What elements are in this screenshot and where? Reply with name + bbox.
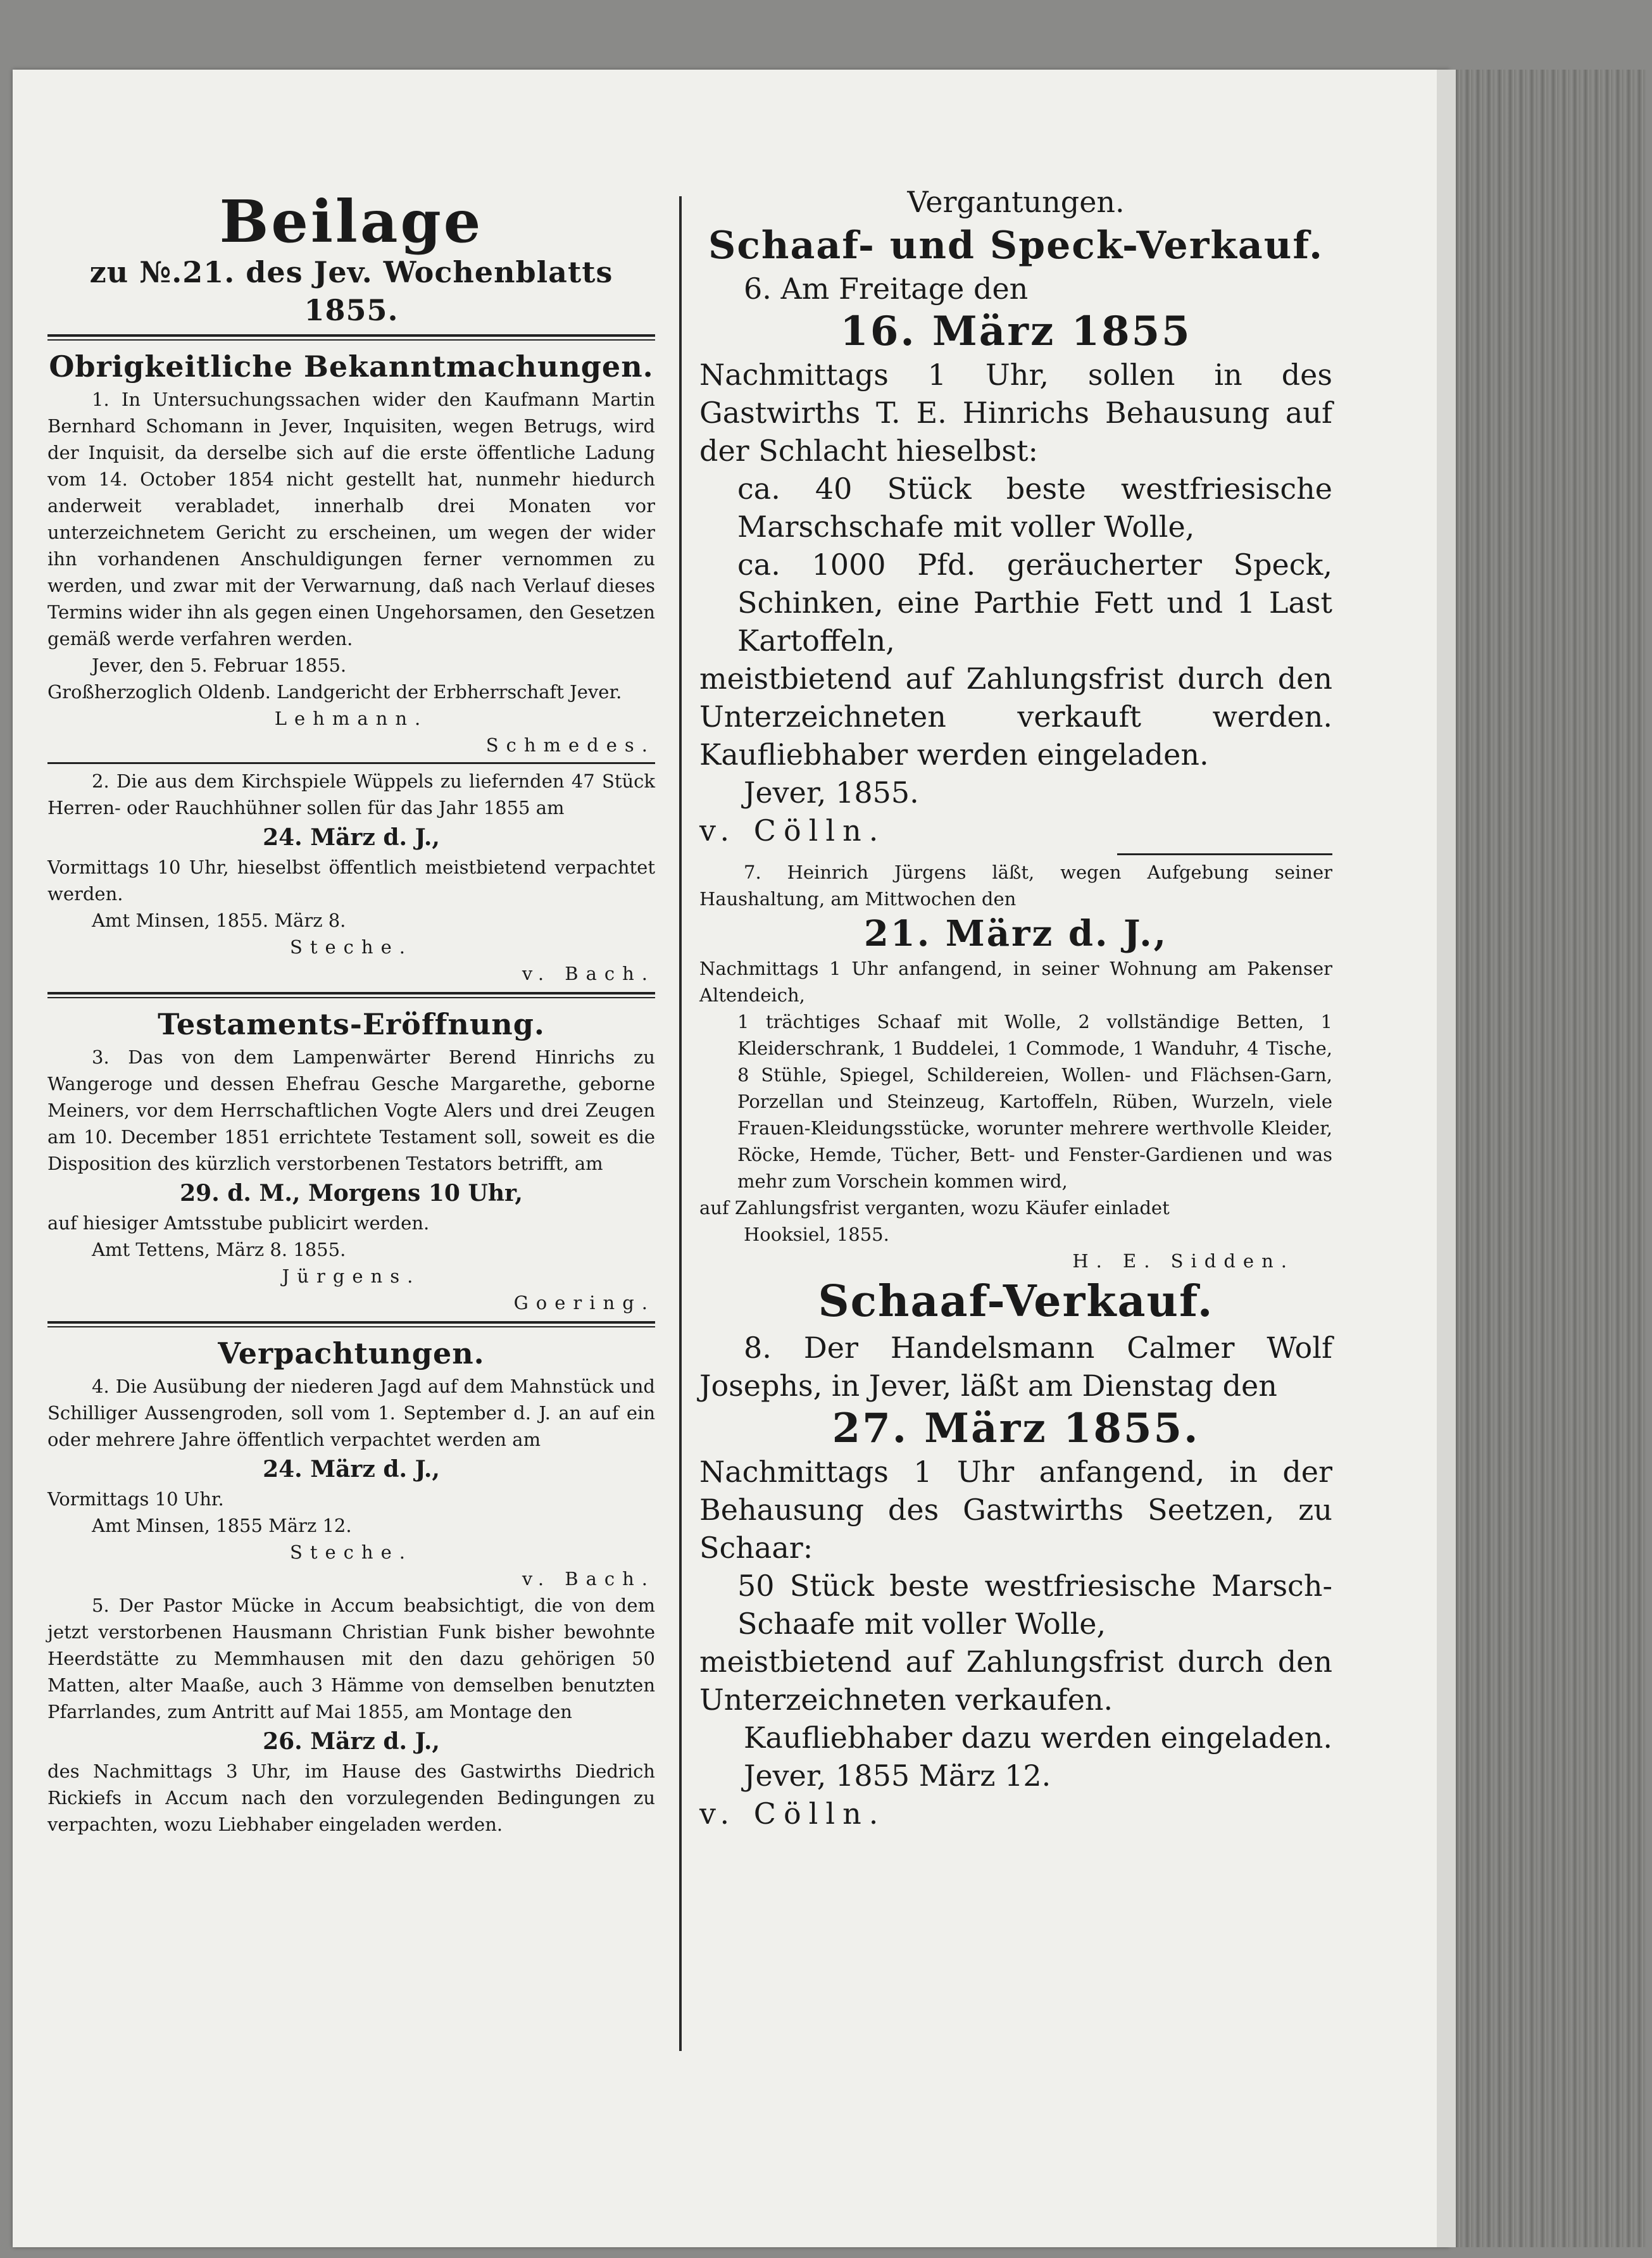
ad-8-place: Jever, 1855 März 12. bbox=[744, 1759, 1051, 1793]
ad-7-text-3: auf Zahlungsfrist verganten, wozu Käufer einladet bbox=[699, 1197, 1170, 1219]
notice-4-signature-2: v. Bach. bbox=[522, 1568, 655, 1590]
section-rule bbox=[47, 1321, 655, 1327]
notice-rule bbox=[47, 762, 655, 764]
notice-4-text: 4. Die Ausübung der niederen Jagd auf dem Mahnstück und Schilliger Aussengroden, soll vom 1. September d. J. an auf ein oder mehrere Jahre öffentlich verpachtet werden am bbox=[47, 1376, 655, 1450]
notice-2-signature-2: v. Bach. bbox=[522, 963, 655, 984]
notice-2-text-2: Vormittags 10 Uhr, hieselbst öffentlich meistbietend verpachtet werden. bbox=[47, 856, 655, 905]
ad-8-date: 27. März 1855. bbox=[832, 1405, 1200, 1452]
supplement-subtitle: zu №.21. des Jev. Wochenblatts 1855. bbox=[89, 255, 613, 327]
notice-1-text: 1. In Untersuchungssachen wider den Kaufmann Martin Bernhard Schomann in Jever, Inquisiten, wegen Betrugs, wird der Inquisit, da derselbe sich auf die erste öffentliche Ladung vom 14. October 1854 nicht gestellt hat, nunmehr hiedurch anderweit verabladet, innerhalb drei Monaten vor unterzeichnetem Gericht zu erscheinen, um wegen der wider ihn vorhandenen Anschuldigungen ferner vernommen zu werden, und zwar mit der Verwarnung, daß nach Verlauf dieses Termins wider ihn als gegen einen Ungehorsamen, den Gesetzen gemäß werde verfahren werden. bbox=[47, 389, 655, 649]
notice-3-place: Amt Tettens, März 8. 1855. bbox=[92, 1239, 346, 1260]
ad-7-text-1: 7. Heinrich Jürgens läßt, wegen Aufgebung seiner Haushaltung, am Mittwochen den bbox=[699, 862, 1332, 910]
ad-7-text-2: Nachmittags 1 Uhr anfangend, in seiner Wohnung am Pakenser Altendeich, bbox=[699, 958, 1332, 1006]
ad-6-place: Jever, 1855. bbox=[744, 775, 919, 810]
notice-3-signature-2: Goering. bbox=[513, 1292, 655, 1314]
notice-5-text-2: des Nachmittags 3 Uhr, im Hause des Gastwirths Diedrich Rickiefs in Accum nach den vorzulegenden Bedingungen zu verpachten, wozu Liebhaber eingeladen werden. bbox=[47, 1760, 655, 1835]
notice-2-date: 24. März d. J., bbox=[263, 824, 440, 851]
ad-7-place: Hooksiel, 1855. bbox=[744, 1224, 889, 1245]
ad-6-line-1: 6. Am Freitage den bbox=[744, 272, 1029, 306]
notice-1-signature-1: Lehmann. bbox=[274, 708, 429, 729]
ad-7-signature: H. E. Sidden. bbox=[1072, 1250, 1294, 1272]
notice-5-date: 26. März d. J., bbox=[263, 1728, 440, 1755]
column-divider bbox=[679, 196, 682, 2051]
page-edge bbox=[1437, 70, 1456, 2247]
ad-8-signature: v. Cölln. bbox=[699, 1797, 886, 1831]
section-title-testament: Testaments-Eröffnung. bbox=[158, 1007, 545, 1041]
supplement-title: Beilage bbox=[219, 187, 484, 256]
book-binding bbox=[1449, 70, 1646, 2247]
notice-4-date: 24. März d. J., bbox=[263, 1456, 440, 1483]
notice-2-place: Amt Minsen, 1855. März 8. bbox=[92, 910, 346, 931]
ad-8-text-3: meistbietend auf Zahlungsfrist durch den Unterzeichneten verkaufen. bbox=[699, 1645, 1332, 1717]
notice-3-date: 29. d. M., Morgens 10 Uhr, bbox=[180, 1180, 523, 1207]
notice-3-text: 3. Das von dem Lampenwärter Berend Hinrichs zu Wangeroge und dessen Ehefrau Gesche Margarethe, geborne Meiners, vor dem Herrschaftlichen Vogte Alers und drei Zeugen am 10. December 1851 errichtete Testament soll, soweit es die Disposition des kürzlich verstorbenen Testators betrifft, am bbox=[47, 1046, 655, 1174]
section-title-leases: Verpachtungen. bbox=[218, 1336, 485, 1370]
notice-2-signature-1: Steche. bbox=[290, 936, 413, 958]
ad-7-date: 21. März d. J., bbox=[863, 913, 1168, 955]
ad-6-title: Schaaf- und Speck-Verkauf. bbox=[708, 223, 1323, 268]
right-column bbox=[699, 171, 1332, 1833]
notice-3-signature-1: Jürgens. bbox=[282, 1265, 421, 1287]
header-rule bbox=[47, 334, 655, 341]
ad-6-signature: v. Cölln. bbox=[699, 813, 886, 848]
ad-8-text-1: 8. Der Handelsmann Calmer Wolf Josephs, in Jever, läßt am Dienstag den bbox=[699, 1331, 1332, 1403]
ad-8-title: Schaaf-Verkauf. bbox=[818, 1276, 1214, 1327]
notice-4-place: Amt Minsen, 1855 März 12. bbox=[92, 1515, 352, 1536]
ad-6-item-2: ca. 1000 Pfd. geräucherter Speck, Schinken, eine Parthie Fett und 1 Last Kartoffeln, bbox=[737, 548, 1332, 658]
notice-2-text: 2. Die aus dem Kirchspiele Wüppels zu liefernden 47 Stück Herren- oder Rauchhühner sollen für das Jahr 1855 am bbox=[47, 770, 655, 819]
ad-8-text-2: Nachmittags 1 Uhr anfangend, in der Behausung des Gastwirths Seetzen, zu Schaar: bbox=[699, 1455, 1332, 1565]
notice-3-text-2: auf hiesiger Amtsstube publicirt werden. bbox=[47, 1212, 430, 1234]
ad-6-item-1: ca. 40 Stück beste westfriesische Marschschafe mit voller Wolle, bbox=[737, 472, 1332, 544]
notice-4-text-2: Vormittags 10 Uhr. bbox=[47, 1488, 224, 1510]
notice-1-court: Großherzoglich Oldenb. Landgericht der Erbherrschaft Jever. bbox=[47, 681, 622, 703]
left-column bbox=[47, 171, 655, 1838]
section-title-auctions: Vergantungen. bbox=[907, 185, 1125, 219]
ad-8-text-4: Kaufliebhaber dazu werden eingeladen. bbox=[744, 1721, 1332, 1755]
ad-8-item: 50 Stück beste westfriesische Marsch-Schaafe mit voller Wolle, bbox=[737, 1569, 1332, 1641]
notice-1-place: Jever, den 5. Februar 1855. bbox=[92, 655, 347, 676]
ad-6-date: 16. März 1855 bbox=[840, 308, 1192, 355]
ad-rule bbox=[1117, 853, 1332, 855]
ad-6-text-2: meistbietend auf Zahlungsfrist durch den Unterzeichneten verkauft werden. Kaufliebhaber werden eingeladen. bbox=[699, 662, 1332, 772]
ad-7-items: 1 trächtiges Schaaf mit Wolle, 2 vollständige Betten, 1 Kleiderschrank, 1 Buddelei, 1 Commode, 1 Wanduhr, 4 Tische, 8 Stühle, Spiegel, Schildereien, Wollen- und Flächsen-Garn, Porzellan und Steinzeug, Kartoffeln, Rüben, Wurzeln, viele Frauen-Kleidungsstücke, worunter mehrere werthvolle Kleider, Röcke, Hemde, Tücher, Bett- und Fenster-Gardienen und was mehr zum Vorschein kommen wird, bbox=[737, 1011, 1332, 1192]
notice-5-text: 5. Der Pastor Mücke in Accum beabsichtigt, die von dem jetzt verstorbenen Hausmann Christian Funk bisher bewohnte Heerdstätte zu Memmhausen mit den dazu gehörigen 50 Matten, alter Maaße, auch 3 Hämme von demselben benutzten Pfarrlandes, zum Antritt auf Mai 1855, am Montage den bbox=[47, 1595, 655, 1722]
section-rule bbox=[47, 992, 655, 998]
notice-4-signature-1: Steche. bbox=[290, 1541, 413, 1563]
notice-1-signature-2: Schmedes. bbox=[485, 734, 655, 756]
section-title-official: Obrigkeitliche Bekanntmachungen. bbox=[49, 349, 654, 384]
ad-6-text-1: Nachmittags 1 Uhr, sollen in des Gastwirths T. E. Hinrichs Behausung auf der Schlacht hieselbst: bbox=[699, 358, 1332, 468]
